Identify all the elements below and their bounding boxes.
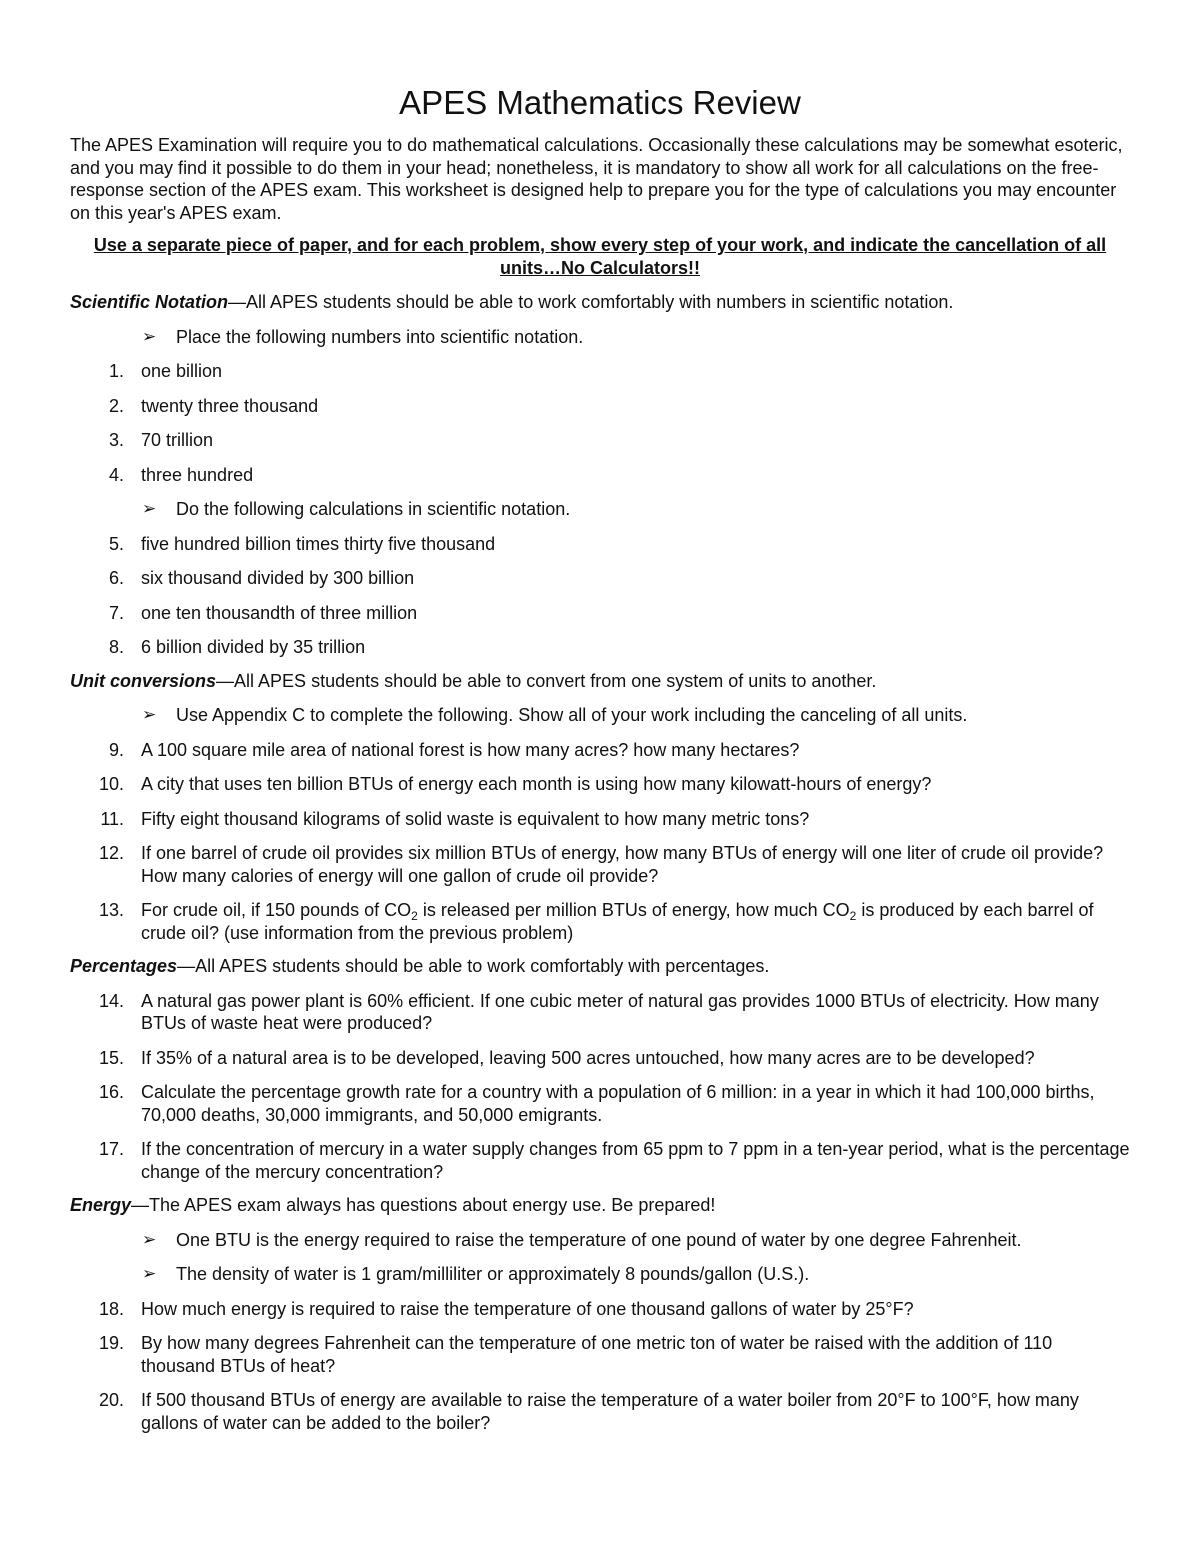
list-item	[70, 1138, 1130, 1183]
bullet-instruction: ➢ Place the following numbers into scientific notation.	[142, 326, 584, 347]
arrow-bullet-icon: ➢	[142, 499, 157, 518]
list-item	[70, 1081, 1130, 1126]
item-text: one billion	[141, 361, 223, 381]
section-energy	[70, 1194, 1130, 1217]
section-description: —All APES students should be able to work comfortably with percentages.	[177, 956, 770, 976]
list-item	[70, 602, 1130, 625]
arrow-bullet-icon: ➢	[142, 326, 157, 346]
item-number: 13.	[98, 900, 124, 920]
intro-paragraph: The APES Examination will require you to do mathematical calculations. Occasionally these calculations may be somewhat esoteric, and you may find it possible to do them in your head; nonetheless, it is mandatory to show all work for all calculations on the free-response section of the APES exam. This worksheet is designed help to prepare you for the type of calculations you may encounter on this year's APES exam.	[70, 135, 1123, 223]
item-number: 3.	[108, 430, 124, 450]
list-item	[70, 1298, 1130, 1321]
item-text: If one barrel of crude oil provides six million BTUs of energy, how many BTUs of energy will one liter of crude oil provide? How many calories of energy will one gallon of crude oil provide?	[141, 843, 1104, 886]
item-text: five hundred billion times thirty five thousand	[141, 533, 496, 554]
worksheet-page	[70, 82, 1130, 1434]
bullet-instruction: ➢ Do the following calculations in scientific notation.	[142, 499, 571, 519]
section-scientific-notation	[70, 291, 1130, 314]
item-text: A city that uses ten billion BTUs of energy each month is using how many kilowatt-hours of energy?	[141, 774, 932, 794]
item-text: 6 billion divided by 35 trillion	[141, 637, 366, 657]
item-number: 10.	[98, 774, 124, 794]
item-text: six thousand divided by 300 billion	[141, 568, 415, 588]
item-number: 14.	[98, 990, 124, 1011]
item-number: 8.	[108, 637, 124, 657]
item-number: 12.	[98, 843, 124, 863]
list-item	[70, 464, 1130, 487]
list-item	[70, 808, 1130, 831]
item-number: 5.	[108, 533, 124, 554]
section-title: Scientific Notation	[70, 292, 229, 312]
bullet-instruction: ➢ Use Appendix C to complete the following. Show all of your work including the canceling of all units.	[142, 705, 968, 725]
page-title: APES Mathematics Review	[399, 84, 801, 121]
item-text: 70 trillion	[141, 430, 214, 450]
item-number: 18.	[98, 1298, 124, 1319]
arrow-bullet-icon: ➢	[142, 705, 157, 724]
section-percentages	[70, 955, 1130, 978]
list-item	[70, 429, 1130, 452]
item-number: 7.	[108, 602, 124, 623]
section-description: —All APES students should be able to convert from one system of units to another.	[216, 670, 877, 691]
item-number: 1.	[108, 361, 124, 381]
item-number: 19.	[98, 1333, 124, 1353]
item-text: Calculate the percentage growth rate for a country with a population of 6 million: in a year in which it had 100,000 births, 70,000 deaths, 30,000 immigrants, and 50,000 emigrants.	[141, 1082, 1095, 1125]
item-number: 20.	[98, 1390, 124, 1410]
item-number: 15.	[98, 1047, 124, 1068]
section-description: —The APES exam always has questions about energy use. Be prepared!	[131, 1195, 716, 1215]
item-text: A natural gas power plant is 60% efficient. If one cubic meter of natural gas provides 1000 BTUs of electricity. How many BTUs of waste heat were produced?	[141, 990, 1099, 1033]
item-text: For crude oil, if 150 pounds of $CO_2$ is released per million BTUs of energy, how much $CO_2$ is produced by each barrel of crude oil? (use information from the previous problem)	[141, 900, 1094, 943]
item-text: If the concentration of mercury in a water supply changes from 65 ppm to 7 ppm in a ten-year period, what is the percentage change of the mercury concentration?	[141, 1139, 1130, 1182]
item-text: If 500 thousand BTUs of energy are available to raise the temperature of a water boiler from 20°F to 100°F, how many gallons of water can be added to the boiler?	[141, 1390, 1079, 1433]
item-number: 11.	[100, 808, 124, 829]
list-item	[70, 1389, 1130, 1434]
item-text: A 100 square mile area of national forest is how many acres? how many hectares?	[141, 739, 800, 760]
list-item	[70, 533, 1130, 556]
item-text: If 35% of a natural area is to be developed, leaving 500 acres untouched, how many acres are to be developed?	[141, 1047, 1035, 1068]
item-text: three hundred	[141, 464, 254, 485]
list-item	[70, 1332, 1130, 1377]
item-number: 4.	[108, 464, 124, 485]
item-text: By how many degrees Fahrenheit can the temperature of one metric ton of water be raised with the addition of 110 thousand BTUs of heat?	[141, 1333, 1053, 1376]
item-text: one ten thousandth of three million	[141, 602, 418, 623]
section-title: Unit conversions	[70, 670, 217, 691]
list-item	[70, 360, 1130, 383]
list-item	[70, 842, 1130, 887]
section-title: Energy	[70, 1195, 132, 1215]
item-number: 9.	[108, 739, 124, 760]
item-text: twenty three thousand	[141, 395, 319, 416]
section-description: —All APES students should be able to work comfortably with numbers in scientific notation.	[228, 292, 954, 312]
arrow-bullet-icon: ➢	[142, 1264, 157, 1283]
list-item	[70, 739, 1130, 762]
item-number: 2.	[108, 395, 124, 416]
list-item	[70, 990, 1130, 1035]
directive: Use a separate piece of paper, and for each problem, show every step of your work, and indicate the cancellation of all units…No Calculators!!	[93, 235, 1107, 278]
item-number: 17.	[98, 1139, 124, 1159]
list-item	[70, 395, 1130, 418]
list-item	[70, 1047, 1130, 1070]
item-number: 16.	[98, 1082, 124, 1102]
list-item	[70, 567, 1130, 590]
bullet-instruction: ➢ The density of water is 1 gram/milliliter or approximately 8 pounds/gallon (U.S.).	[142, 1264, 810, 1284]
section-title: Percentages	[70, 956, 178, 976]
item-text: How much energy is required to raise the temperature of one thousand gallons of water by 25°F?	[141, 1298, 914, 1319]
bullet-instruction: ➢ One BTU is the energy required to raise the temperature of one pound of water by one degree Fahrenheit.	[142, 1229, 1022, 1250]
list-item	[70, 636, 1130, 659]
item-text: Fifty eight thousand kilograms of solid waste is equivalent to how many metric tons?	[141, 808, 810, 829]
item-number: 6.	[108, 568, 124, 588]
section-unit-conversions	[70, 670, 1130, 693]
list-item	[70, 899, 1130, 944]
list-item	[70, 773, 1130, 796]
arrow-bullet-icon: ➢	[142, 1229, 157, 1249]
